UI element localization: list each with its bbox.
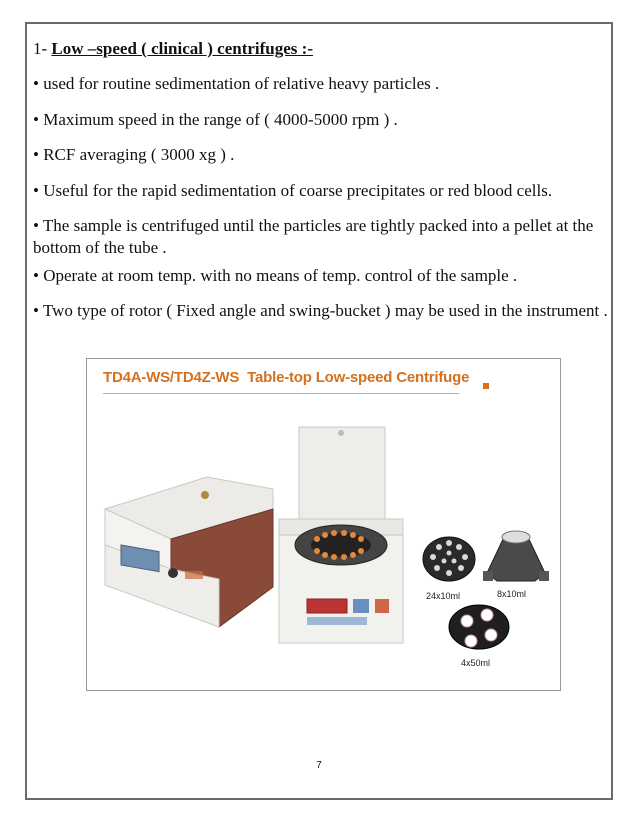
section-heading <box>33 38 313 60</box>
rotor-label-8x10ml: 8x10ml <box>497 589 527 599</box>
rotor-label-4x50ml: 4x50ml <box>461 658 491 668</box>
figure-model: TD4A-WS/TD4Z-WS <box>103 369 240 386</box>
bullet-routine-sedimentation: • used for routine sedimentation of relative heavy particles . <box>33 74 440 93</box>
closed-centrifuge <box>105 477 273 627</box>
open-centrifuge <box>279 427 403 643</box>
rotor-label-24x10ml: 24x10ml <box>426 591 461 601</box>
bullet-rapid-sedimentation: • Useful for the rapid sedimentation of coarse precipitates or red blood cells. <box>33 181 553 200</box>
section-title: Low –speed ( clinical ) centrifuges :- <box>51 39 313 58</box>
bullet-rcf: • RCF averaging ( 3000 xg ) . <box>33 145 235 164</box>
bullet-pellet: • The sample is centrifuged until the particles are tightly packed into a pellet at the bottom of the tube . <box>33 216 594 257</box>
section-number: 1- <box>33 39 52 58</box>
rotor-24x10ml <box>423 537 475 581</box>
bullet-room-temp: • Operate at room temp. with no means of temp. control of the sample . <box>33 266 518 285</box>
rotor-8x10ml <box>483 531 549 581</box>
centrifuge-illustration <box>87 359 561 691</box>
figure-description: Table-top Low-speed Centrifuge <box>247 369 470 386</box>
rotor-4x50ml <box>449 605 509 649</box>
centrifuge-figure <box>86 358 561 691</box>
page-number: 7 <box>316 760 322 771</box>
bullet-rotor-types: • Two type of rotor ( Fixed angle and swing-bucket ) may be used in the instrument . <box>33 301 608 320</box>
bullet-maximum-speed: • Maximum speed in the range of ( 4000-5000 rpm ) . <box>33 110 398 129</box>
